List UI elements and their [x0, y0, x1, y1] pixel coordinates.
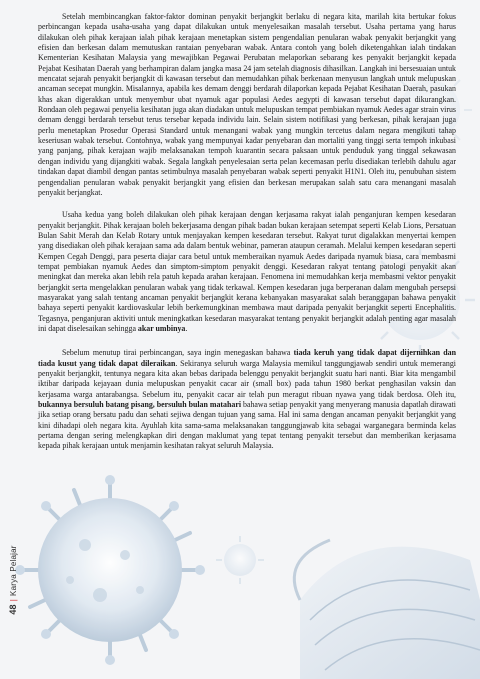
separator: |: [9, 598, 18, 602]
virus-icon: [216, 536, 264, 584]
paragraph-2-text: Usaha kedua yang boleh dilakukan oleh pihak kerajaan dengan kerjasama rakyat ialah penganjuran kempen kesedaran penyakit berjangkit. Pihak kerajaan boleh bekerjasama dengan pihak badan bukan kerajaan setempat seperti Kelab Lions, Persatuan Bulan Sabit Merah dan Kelab Rotary untuk menjayakan kempen kesedaran tersebut. Rakyat turut digalakkan menyertai kempen yang disediakan oleh pihak kerajaan sama ada dalam bentuk webinar, pameran ataupun ceramah. Melalui kempen kesedaran seperti Kempen Cegah Denggi, para peserta diajar cara betul untuk memberaikan nyamuk Aedes daripada nyamuk biasa, cara membasmi tempat pembiakan nyamuk Aedes dan simptom-simptom penyakit denggi. Kesedaran rakyat tentang patologi penyakit akan meningkat dan mereka akan lebih rela patuh kepada arahan kerajaan. Fenomena ini memudahkan kerja membasmi vektor penyakit berjangkit serta mengelakkan penularan wabak yang tidak terkawal. Kempen kesedaran juga berperanan dalam mengubah persepsi masyarakat yang salah tentang ancaman penyakit berjangkit kerana kebanyakan masyarakat salah beranggapan bahawa penyakit bahaya seperti penyakit kardiovaskular lebih berkemungkinan membawa maut daripada penyakit berjangkit seperti Encephalitis. Tegasnya, penganjuran aktiviti untuk meningkatkan kesedaran masyarakat tentang penyakit berjangkit adalah penting agar masalah ini dapat diselesaikan sehingga: [38, 210, 456, 333]
paragraph-2: [38, 210, 456, 334]
page-number: 48: [8, 604, 18, 615]
virus-icon: [15, 475, 205, 665]
paragraph-3-middle: . Sekiranya seluruh warga Malaysia memikul tanggungjawab sendiri untuk memerangi penyakit berjangkit, tentunya negara kita akan bebas daripada belenggu penyakit berjangkit suatu hari nanti. Biar kita mengambil iktibar daripada kejayaan dunia melupuskan penyakit cacar air (small box) pada tahun 1980 berkat penghasilan vaksin dan kerjasama warga antarabangsa. Sebelum itu, penyakit cacar air telah pun meragut ribuan nyawa yang tidak berdosa. Oleh itu,: [38, 358, 457, 399]
page-sidebar: [0, 0, 26, 679]
paragraph-2-end: .: [185, 323, 188, 333]
face-mask-illustration: [294, 540, 480, 679]
book-title: Karya Pelajar: [9, 545, 18, 596]
paragraph-3-proverb-1: tiada keruh yang tidak dapat dijernihkan dan tiada kusut yang tidak dapat dileraikan: [38, 348, 456, 368]
article-body: [38, 12, 456, 462]
page-footer-label: [8, 545, 18, 614]
paragraph-3-intro: Sebelum menutup tirai perbincangan, saya ingin menegaskan bahawa: [62, 348, 294, 358]
paragraph-3-end: bahawa setiap penyakit yang menyerang manusia dapatlah dirawati jika setiap orang bersatu padu dan sehati sejiwa dengan tujuan yang sama. Hal ini sama dengan ancaman penyakit berjangkit yang kini dihadapi oleh negara kita. Ayuhlah kita sama-sama melaksanakan tanggungjawab kita sebagai warganegara berminda kelas pertama dengan sering melengkapkan diri dengan maklumat yang tepat tentang penyakit tersebut dan memberikan kerjasama kepada pihak kerajaan untuk menjamin kesihatan rakyat seluruh Malaysia.: [38, 400, 456, 451]
paragraph-3-proverb-2: bukannya bersuluh batang pisang, bersuluh bulan matahari: [38, 400, 242, 410]
paragraph-3: [38, 348, 456, 451]
paragraph-1: Setelah membincangkan faktor-faktor dominan penyakit berjangkit berlaku di negara kita, marilah kita bertukar fokus perbincangan kepada usaha-usaha yang dapat dilakukan untuk menyelesaikan masalah tersebut. Usaha pertama yang harus dilakukan oleh pihak kerajaan ialah pihak kerajaan menetapkan sistem pengendalian penularan wabak penyakit berjangkit yang efisien dan berkesan dalam memutuskan rantaian penyebaran wabak. Antara contoh yang boleh diketengahkan ialah tindakan Kementerian Kesihatan Malaysia yang mewajibkan Pegawai Perubatan melaporkan sebarang kes penyakit berjangkit kepada Pejabat Kesihatan Daerah yang berhampiran dalam jangka masa 24 jam setelah diagnosis dihasilkan. Langkah ini bersesuaian untuk mencatat sejarah penyakit berjangkit di kawasan tersebut dan memudahkan pihak berkenaan menyusun langkah untuk melupuskan ancaman secepat mungkin. Misalannya, apabila kes demam denggi berdarah dilaporkan kepada Pejabat Kesihatan Daerah, pasukan khas akan digerakkan untuk menyembur ubat nyamuk agar populasi Aedes aegypti di kawasan tersebut dapat dikurangkan. Rondaan oleh pegawai penyelia kesihatan juga akan diadakan untuk melupuskan tempat pembiakan nyamuk Aedes agar strain virus demam denggi berdarah tersebut terus tersebar kepada individu lain. Selain sistem notifikasi yang berkesan, pihak kerajaan juga perlu menetapkan Prosedur Operasi Standard untuk menangani wabak yang mungkin tercetus dalam negara mengikuti tahap keseriusan wabak tersebut. Contohnya, wabak yang mempunyai kadar penyebaran dan mortaliti yang tinggi serta tempoh inkubasi yang panjang, pihak kerajaan wajib melaksanakan tempoh kuarantin secara paksaan untuk penduduk yang tinggal sekawasan dengan individu yang dijangkiti wabak. Segala langkah penyelesaian serta pelan kecemasan perlu disediakan terlebih dahulu agar tindakan dapat diambil dengan pantas setimbulnya masalah penyebaran wabak seperti penyakit H1N1. Oleh itu, penubuhan sistem pengendalian penularan wabak penyakit berjangkit yang efisien dan berkesan merupakan salah satu cara menangani masalah penyakit berjangkat.: [38, 12, 456, 197]
paragraph-2-emphasis: akar umbinya: [137, 323, 186, 333]
